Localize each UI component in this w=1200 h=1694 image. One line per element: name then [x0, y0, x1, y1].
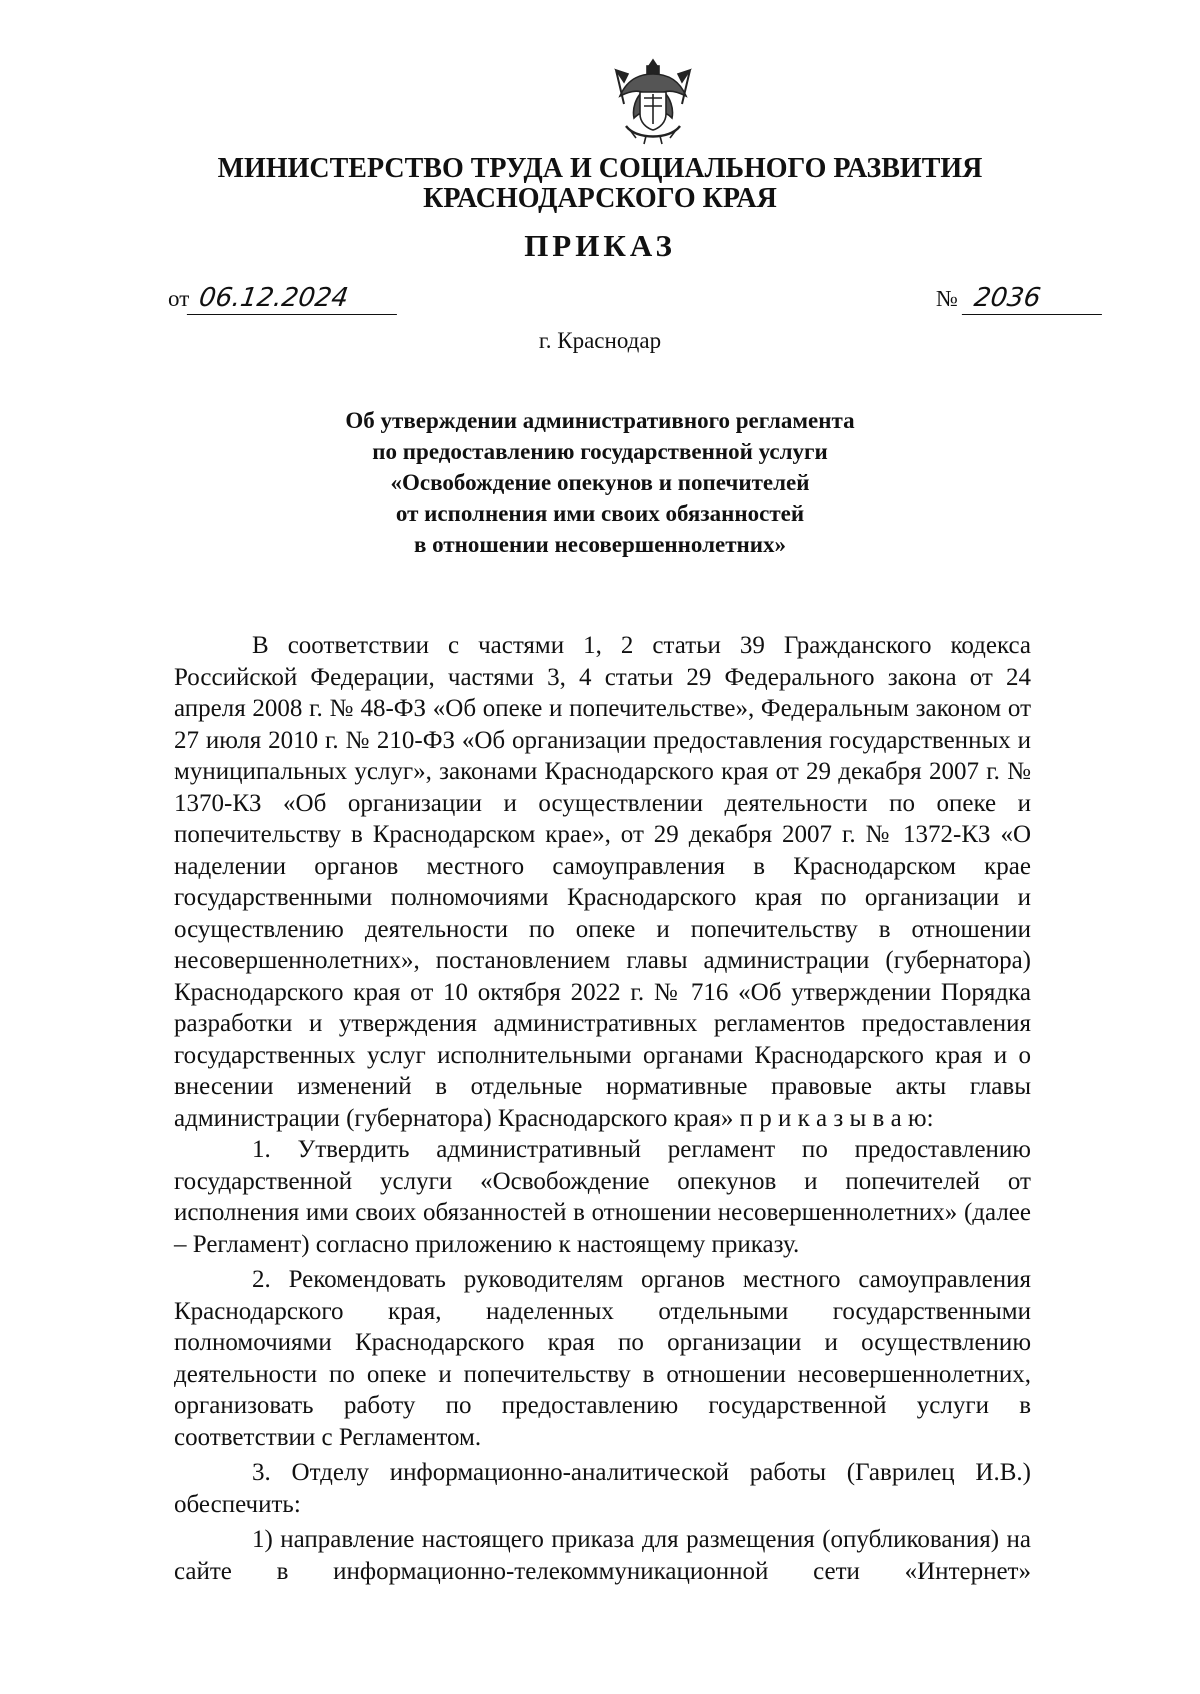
date-prefix: от — [168, 286, 190, 311]
preamble-paragraph: В соответствии с частями 1, 2 статьи 39 Гражданского кодекса Российской Федерации, частями 3, 4 статьи 29 Федерального закона от 24 апреля 2008 г. № 48-ФЗ «Об опеке и попечительстве», Федеральным законом от 27 июля 2010 г. № 210-ФЗ «Об организации предоставления государственных и муниципальных услуг», законами Краснодарского края от 29 декабря 2007 г. № 1370-КЗ «Об организации и осуществлении деятельности по опеке и попечительству в Краснодарском крае», от 29 декабря 2007 г. № 1372-КЗ «О наделении органов местного самоуправления в Краснодарском крае государственными полномочиями Краснодарского края по организации и осуществлению деятельности по опеке и попечительству в отношении несовершеннолетних», постановлением главы администрации (губернатора) Краснодарского края от 10 октября 2022 г. № 716 «Об утверждении Порядка разработки и утверждения административных регламентов предоставления государственных услуг исполнительными органами Краснодарского края и о внесении изменений в отдельные нормативные правовые акты главы администрации (губернатора) Краснодарского края» п р и к а з ы в а ю: — [174, 632, 1031, 1132]
document-type: ПРИКАЗ — [524, 228, 676, 263]
city: г. Краснодар — [538, 328, 662, 353]
subject-line4: от исполнения ими своих обязанностей — [395, 501, 805, 526]
ministry-name-line1: МИНИСТЕРСТВО ТРУДА И СОЦИАЛЬНОГО РАЗВИТИЯ — [217, 153, 983, 184]
subject-line5: в отношении несовершеннолетних» — [413, 532, 787, 557]
subject-line2: по предоставлению государственной услуги — [372, 439, 828, 464]
order-body — [174, 630, 1031, 1587]
date-handwritten: 06.12.2024 — [187, 284, 401, 315]
subject-line3: «Освобождение опекунов и попечителей — [390, 470, 810, 495]
order-date — [168, 284, 399, 315]
item-1-paragraph: 1. Утвердить административный регламент по предоставлению государственной услуги «Освобождение опекунов и попечителей от исполнения ими своих обязанностей в отношении несовершеннолетних» (далее – Регламент) согласно приложению к настоящему приказу. — [174, 1136, 1031, 1258]
number-prefix: № — [936, 286, 958, 311]
number-handwritten: 2036 — [962, 284, 1106, 315]
ministry-name-line2: КРАСНОДАРСКОГО КРАЯ — [423, 183, 777, 214]
subject-line1: Об утверждении административного регламента — [345, 408, 855, 433]
coat-of-arms-icon — [606, 56, 700, 148]
order-number — [936, 284, 1104, 315]
item-3-paragraph: 3. Отделу информационно-аналитической работы (Гаврилец И.В.) обеспечить: — [174, 1459, 1031, 1518]
item-2-paragraph: 2. Рекомендовать руководителям органов местного самоуправления Краснодарского края, наделенных отдельными государственными полномочиями Краснодарского края по организации и осуществлению деятельности по опеке и попечительству в отношении несовершеннолетних, организовать работу по предоставлению государственной услуги в соответствии с Регламентом. — [174, 1266, 1031, 1451]
order-subject — [180, 405, 1020, 560]
item-3-1-paragraph: 1) направление настоящего приказа для размещения (опубликования) на сайте в информационно-телекоммуникационной сети «Интернет» — [174, 1526, 1031, 1585]
ministry-name — [180, 154, 1020, 214]
